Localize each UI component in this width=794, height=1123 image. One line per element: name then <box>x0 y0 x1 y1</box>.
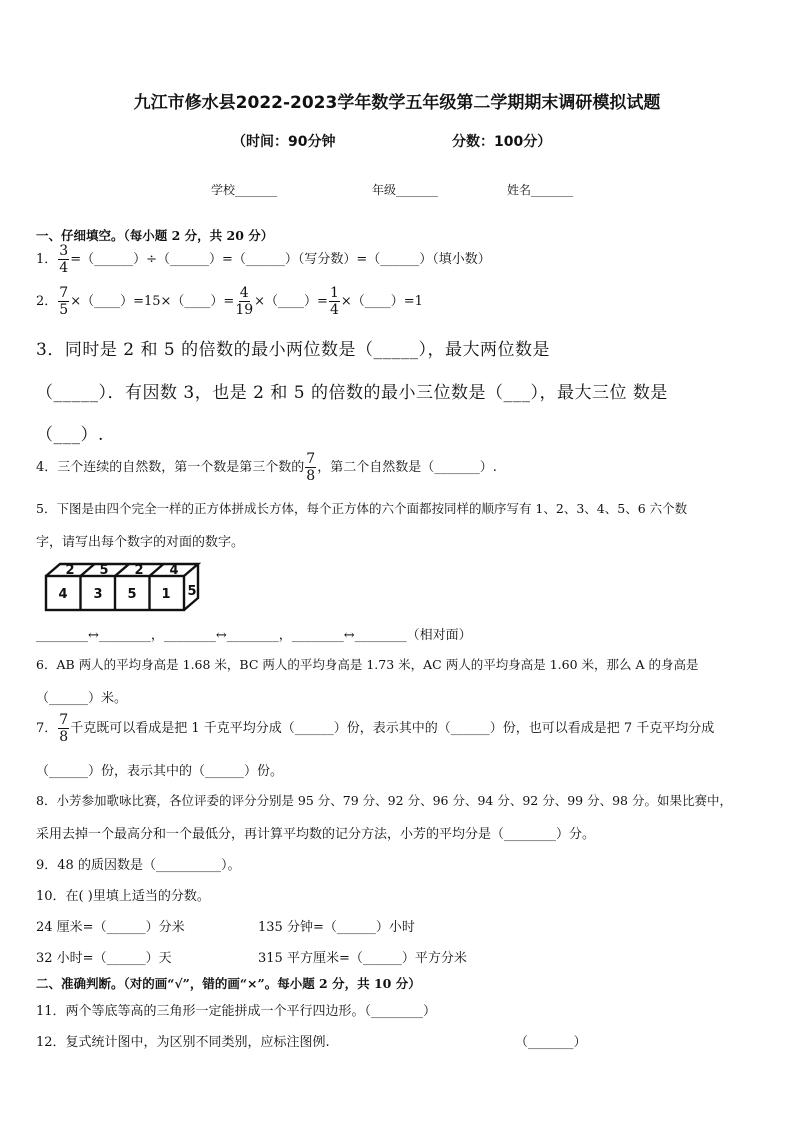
question-9: 9．48 的质因数是（__________）。 <box>36 858 241 873</box>
question-2-number: 2． <box>36 294 58 309</box>
question-12-blank: （_______） <box>515 1035 587 1050</box>
question-1-text: =（______）÷（______）=（______）（写分数）=（______）（填小数） <box>70 252 491 267</box>
question-12: 12．复式统计图中，为区别不同类别，应标注图例. <box>36 1035 330 1050</box>
fraction-denominator: 5 <box>59 302 69 318</box>
fraction <box>58 713 69 744</box>
question-10: 10．在( )里填上适当的分数。 <box>36 889 210 904</box>
question-11: 11．两个等底等高的三角形一定能拼成一个平行四边形。（________） <box>36 1004 437 1019</box>
question-3-line-3: （___）. <box>36 425 104 445</box>
question-3-line-1: 3．同时是 2 和 5 的倍数的最小两位数是（_____），最大两位数是 <box>36 340 551 360</box>
school-field: 学校_______ <box>211 183 278 197</box>
question-6-line-2: （______）米。 <box>36 691 128 706</box>
fraction-denominator: 4 <box>59 260 69 276</box>
question-10-a: 24 厘米=（______）分米 <box>36 920 185 935</box>
name-field: 姓名_______ <box>507 183 574 197</box>
question-8-line-2: 采用去掉一个最高分和一个最低分，再计算平均数的记分方法，小芳的平均分是（________）分。 <box>36 827 596 842</box>
cube-front-label: 4 <box>58 587 68 602</box>
question-2 <box>36 286 423 317</box>
cube-front-label: 5 <box>127 587 137 602</box>
fraction <box>329 286 340 317</box>
question-4 <box>36 452 497 483</box>
cube-top-label: 2 <box>65 563 75 578</box>
fraction <box>305 452 316 483</box>
cube-top-label: 2 <box>134 563 144 578</box>
question-10-c: 32 小时=（______）天 <box>36 951 172 966</box>
section-1-heading: 一、仔细填空。（每小题 2 分，共 20 分） <box>36 228 274 243</box>
fraction <box>235 286 253 317</box>
cube-side-label: 5 <box>187 584 197 599</box>
grade-field: 年级_______ <box>372 183 439 197</box>
question-2-text-1: ×（____）=15×（____）= <box>70 294 235 309</box>
fraction-denominator: 8 <box>59 729 69 745</box>
fraction-numerator: 1 <box>329 285 339 301</box>
fraction-numerator: 7 <box>59 285 69 301</box>
exam-time: （时间：90分钟 <box>232 134 336 150</box>
fraction-denominator: 19 <box>235 302 254 318</box>
question-5-line-2: 字，请写出每个数字的对面的数字。 <box>36 535 245 550</box>
section-2-heading: 二、准确判断。（对的画“√”，错的画“×”。每小题 2 分，共 10 分） <box>36 976 421 991</box>
question-6-line-1: 6．AB 两人的平均身高是 1.68 米，BC 两人的平均身高是 1.73 米，AC 两人的平均身高是 1.60 米，那么 A 的身高是 <box>36 657 699 672</box>
question-3-line-2: （_____）．有因数 3，也是 2 和 5 的倍数的最小三位数是（___），最大三位 数是 <box>36 383 668 403</box>
question-7-line-2: （______）份，表示其中的（______）份。 <box>36 764 284 779</box>
question-1-number: 1． <box>36 252 58 267</box>
cube-front-label: 1 <box>161 587 171 602</box>
question-2-text-2: ×（____）= <box>254 294 328 309</box>
question-5-line-1: 5．下图是由四个完全一样的正方体拼成长方体，每个正方体的六个面都按同样的顺序写有 1、2、3、4、5、6 六个数 <box>36 501 688 516</box>
question-1 <box>36 244 491 275</box>
question-4-text-a: 4．三个连续的自然数，第一个数是第三个数的 <box>36 460 305 475</box>
question-7-line-1 <box>36 713 714 744</box>
question-4-text-b: ，第二个自然数是（_______）. <box>317 460 497 475</box>
fraction-denominator: 4 <box>329 302 339 318</box>
question-7-number: 7． <box>36 721 58 736</box>
question-10-d: 315 平方厘米=（______）平方分米 <box>258 951 467 966</box>
question-2-text-3: ×（____）=1 <box>340 294 423 309</box>
page-title: 九江市修水县2022-2023学年数学五年级第二学期期末调研模拟试题 <box>133 93 661 113</box>
fraction-numerator: 7 <box>306 451 316 467</box>
exam-score: 分数：100分） <box>452 134 552 150</box>
fraction <box>58 244 69 275</box>
cube-top-label: 5 <box>99 563 109 578</box>
question-8-line-1: 8．小芳参加歌咏比赛，各位评委的评分分别是 95 分、79 分、92 分、96 分、94 分、92 分、99 分、98 分。如果比赛中， <box>36 793 732 808</box>
fraction-denominator: 8 <box>306 468 316 484</box>
cube-top-label: 4 <box>169 563 179 578</box>
fraction-numerator: 3 <box>59 243 69 259</box>
question-5-answer: ________↔________，________↔________，________↔________（相对面） <box>36 628 472 643</box>
cube-front-label: 3 <box>93 587 103 602</box>
fraction-numerator: 7 <box>59 712 69 728</box>
cube-figure <box>44 562 204 617</box>
fraction <box>58 286 69 317</box>
question-10-b: 135 分钟=（______）小时 <box>258 920 415 935</box>
question-7-text: 千克既可以看成是把 1 千克平均分成（______）份，表示其中的（______）份，也可以看成是把 7 千克平均分成 <box>70 721 715 736</box>
fraction-numerator: 4 <box>239 285 249 301</box>
